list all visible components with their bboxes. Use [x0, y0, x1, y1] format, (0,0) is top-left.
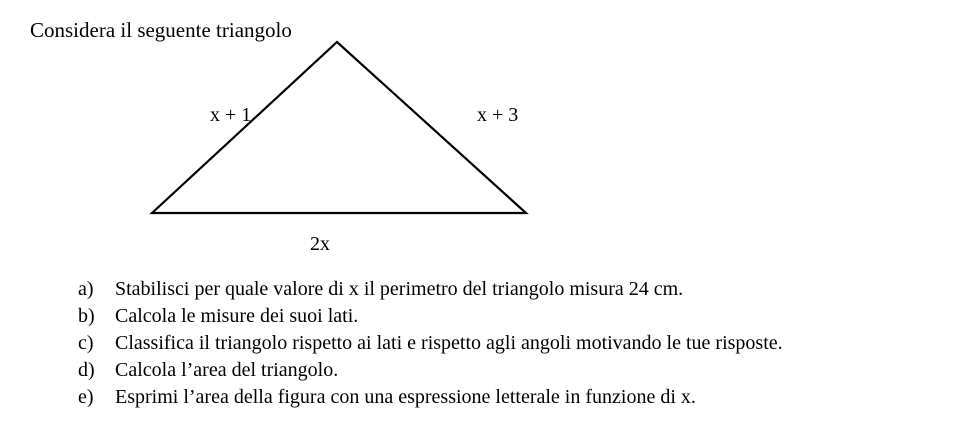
- question-item: [78, 276, 783, 303]
- question-letter: a): [78, 278, 94, 300]
- question-letter: c): [78, 332, 94, 354]
- question-item: [78, 303, 783, 330]
- intro-text: Considera il seguente triangolo: [30, 18, 292, 42]
- question-list: [78, 276, 783, 411]
- side-label-right: x + 3: [477, 104, 519, 126]
- question-letter: b): [78, 305, 95, 327]
- side-label-left: x + 1: [210, 104, 252, 126]
- question-item: [78, 330, 783, 357]
- question-letter: e): [78, 386, 94, 408]
- question-item: [78, 357, 783, 384]
- question-text: Stabilisci per quale valore di x il perimetro del triangolo misura 24 cm.: [115, 278, 684, 300]
- question-text: Classifica il triangolo rispetto ai lati e rispetto agli angoli motivando le tue risposte.: [115, 332, 783, 354]
- side-label-bottom: 2x: [310, 233, 330, 255]
- triangle-shape: [152, 42, 526, 213]
- question-letter: d): [78, 359, 95, 381]
- question-text: Esprimi l’area della figura con una espressione letterale in funzione di x.: [115, 386, 696, 408]
- question-text: Calcola le misure dei suoi lati.: [115, 305, 359, 327]
- question-item: [78, 384, 783, 411]
- question-text: Calcola l’area del triangolo.: [115, 359, 339, 381]
